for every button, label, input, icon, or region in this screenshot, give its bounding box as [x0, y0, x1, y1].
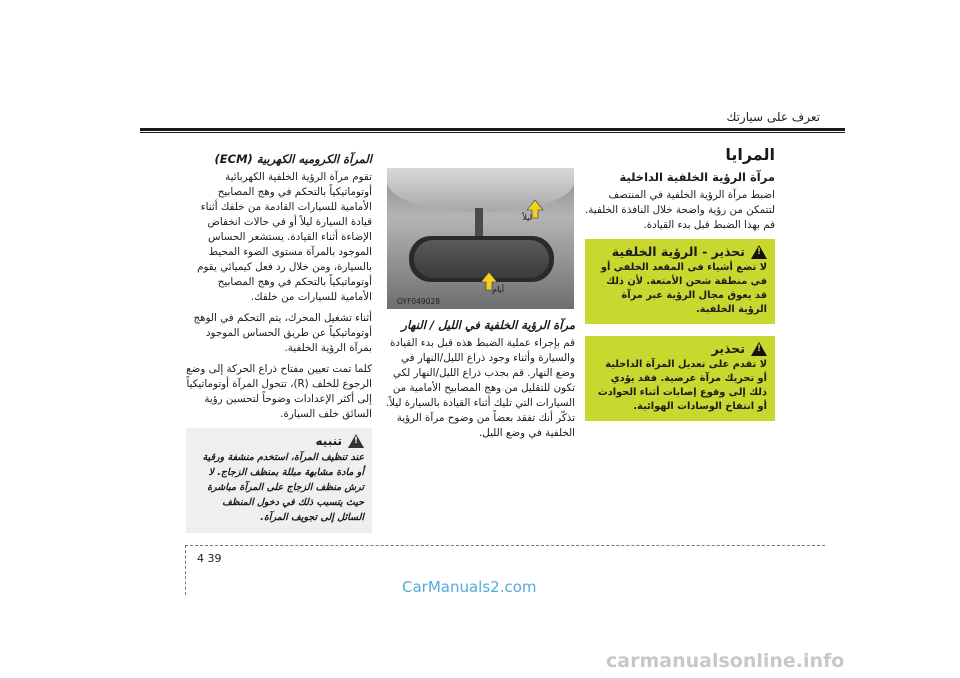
watermark-carmanualsonline: carmanualsonline.info	[606, 650, 845, 672]
night-callout: ليلاً	[522, 213, 532, 222]
middle-column	[385, 318, 575, 447]
inside-mirror-subtitle: مرآة الرؤية الخلفية الداخلية	[619, 170, 775, 184]
footer-rule	[185, 545, 825, 546]
page-number: 4 39	[197, 552, 222, 565]
warning-label: تحذير	[711, 341, 745, 356]
caution-triangle-icon	[348, 434, 364, 448]
warning-label: تحذير - الرؤية الخلفية	[611, 244, 745, 259]
figure-code: OYF049028	[397, 297, 441, 306]
left-column	[186, 152, 372, 533]
callout-arrows	[387, 168, 574, 309]
section-title: المرايا	[725, 145, 775, 164]
ecm-text-3: كلما تمت تعيين مفتاح ذراع الحركة إلى وضع الرجوع للخلف (R)، تتحول المرآة أوتوماتيكياً إلى أكثر الإعدادات وضوحاً لتحسين رؤية السائق خلف السيارة.	[186, 363, 372, 420]
ecm-subtitle: المرآة الكروميه الكهربية (ECM)	[214, 152, 372, 166]
inside-mirror-intro: اضبط مرآة الرؤية الخلفية في المنتصف لتتمكن من رؤية واضحة خلال النافذة الخلفية. قم بهذا الضبط قبل بدء القيادة.	[584, 189, 775, 231]
header-rule-thin	[140, 132, 845, 133]
warning-text: لا تضع أشياء في المقعد الخلفي أو في منطقة شحن الأمتعة. لأن ذلك قد يعوق مجال الرؤية عبر مرآة الرؤية الخلفية.	[600, 262, 767, 315]
note-header	[194, 434, 364, 448]
warning-box-adjust	[585, 336, 775, 421]
right-column	[585, 145, 775, 433]
warning-box-rear-view	[585, 239, 775, 324]
ecm-text-2: أثناء تشغيل المحرك، يتم التحكم في الوهج أوتوماتيكياً عن طريق الحساس الموجود بمرآة الرؤية الخلفية.	[193, 312, 372, 354]
header-rule	[140, 128, 845, 131]
warning-text: لا تقدم على تعديل المرآة الداخلية أو تحريك مرآة عرضية. فقد يؤدي ذلك إلى وقوع إصابات أثناء الحوادث أو انتفاخ الوسادات الهوائية.	[597, 359, 767, 412]
mirror-photo	[387, 168, 574, 309]
warning-triangle-icon	[751, 245, 767, 259]
note-label: تنبيه	[315, 434, 342, 448]
ecm-text-1: تقوم مرآة الرؤية الخلفية الكهربائية أوتوماتيكياً بالتحكم في وهج المصابيح الأمامية للسيارات القادمة من خلفك أثناء قيادة السيارة ليلاً أو في حالات انخفاض الإضاءة أثناء القيادة. يستشعر الحساس الموجود بالمرآة مستوى الضوء المحيط بالسيارة، ومن خلال رد فعل كيميائي يقوم أوتوماتيكياً بالتحكم في وهج المصابيح الأمامية للسيارات من خلفك.	[197, 171, 372, 303]
day-night-text: قم بإجراء عملية الضبط هذه قبل بدء القيادة والسيارة وأثناء وجود ذراع الليل/النهار في وضع النهار. قم بجذب ذراع الليل/النهار لكي تكون للتقليل من وهج المصابيح الأمامية من السيارات التي تليك أثناء القيادة بالسيارة ليلاً. تذكّر أنك تفقد بعضاً من وضوح مرآة الرؤية الخلفية في وضع الليل.	[385, 337, 575, 439]
warning-triangle-icon	[751, 342, 767, 356]
watermark-carmanuals2: CarManuals2.com	[402, 578, 537, 596]
warning-header	[593, 244, 767, 259]
caution-note-box	[186, 428, 372, 533]
day-night-subtitle: مرآة الرؤية الخلفية في الليل / النهار	[401, 318, 575, 332]
footer-divider	[185, 545, 186, 595]
note-text: عند تنظيف المرآة، استخدم منشفة ورقية أو مادة مشابهة مبللة بمنظف الزجاج. لا ترش منظف الزجاج على المرآة مباشرة حيث يتسبب ذلك في دخول المنظف السائل إلى تجويف المرآة.	[202, 452, 364, 523]
day-callout: أيام	[492, 285, 504, 294]
chapter-header-title: تعرف على سيارتك	[726, 110, 820, 124]
warning-header	[593, 341, 767, 356]
